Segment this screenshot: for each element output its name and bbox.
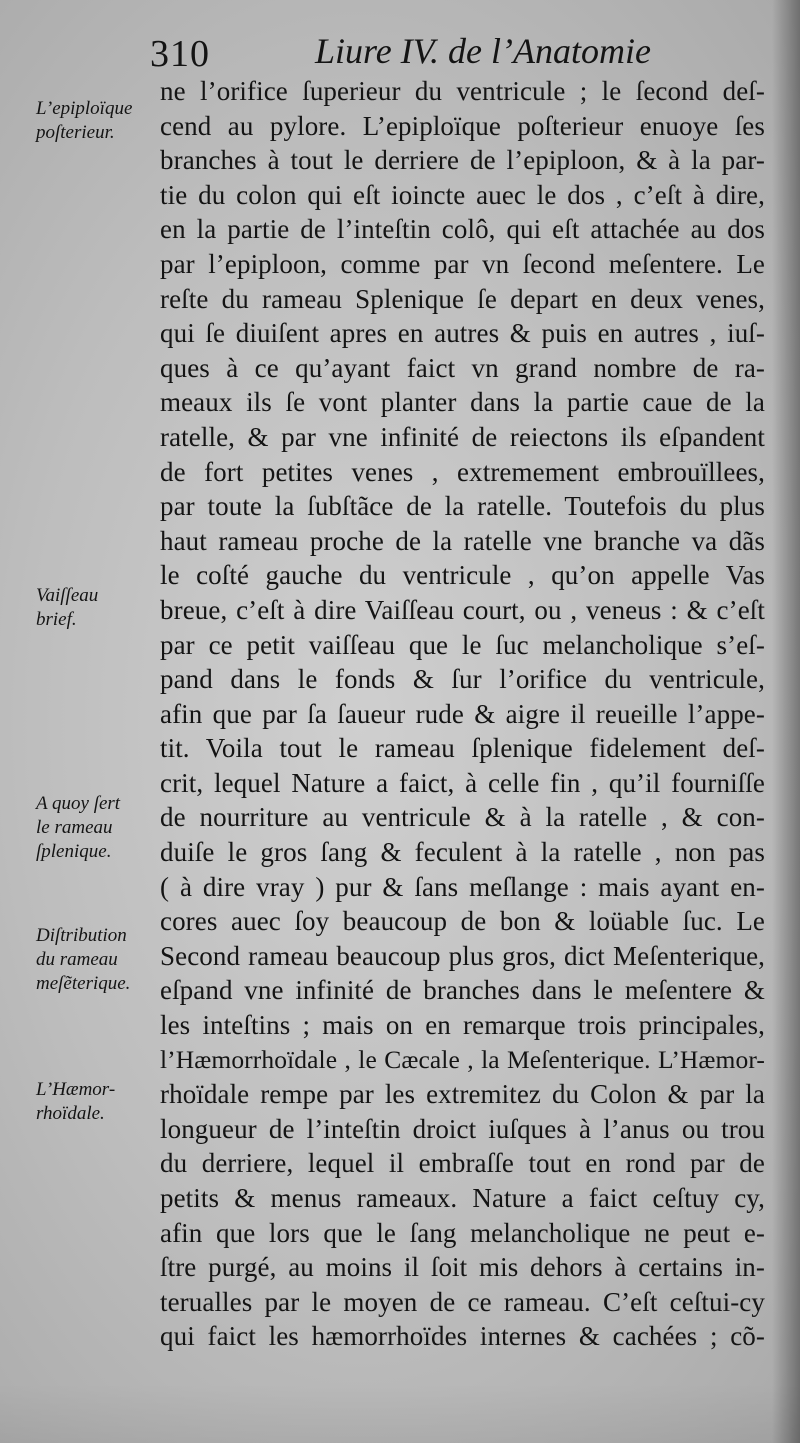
text-line: par toute la ſubſtãce de la ratelle. Toutefois du plus <box>160 491 765 522</box>
marginal-note-vaisseau-brief <box>36 584 164 632</box>
text-line: qui faict les hæmorrhoïdes internes & cachées ; cõ- <box>160 1321 765 1352</box>
text-line: ( à dire vray ) pur & ſans meſlange : mais ayant en- <box>160 871 765 902</box>
marginal-note-line: L’Hæmor- <box>36 1079 116 1100</box>
text-line: les inteſtins ; mais on en remarque trois principales, <box>160 1010 765 1041</box>
marginal-note-distribution <box>36 924 164 996</box>
text-line: tie du colon qui eſt ioincte auec le dos , c’eſt à dire, <box>160 179 765 210</box>
marginal-note-line: le rameau <box>36 817 113 838</box>
text-line: pand dans le fonds & ſur l’orifice du ventricule, <box>160 664 765 695</box>
text-line: en la partie de l’inteſtin colô, qui eſt attachée au dos <box>160 214 765 245</box>
text-line: ſtre purgé, au moins il ſoit mis dehors à certains in- <box>160 1252 765 1283</box>
page-number: 310 <box>150 33 210 75</box>
text-line: par ce petit vaiſſeau que le ſuc melancholique s’eſ- <box>160 629 765 660</box>
text-line: reſte du rameau Splenique ſe depart en deux venes, <box>160 283 765 314</box>
text-line: de fort petites venes , extremement embrouïllees, <box>160 456 765 487</box>
marginal-note-epiploique <box>36 97 164 145</box>
text-line: ques à ce qu’ayant faict vn grand nombre de ra- <box>160 352 765 383</box>
gutter-shadow <box>772 0 800 1443</box>
text-line: cend au pylore. L’epiploïque poſterieur enuoye ſes <box>160 110 765 141</box>
text-line: Second rameau beaucoup plus gros, dict Meſenterique, <box>160 940 765 971</box>
text-line: breue, c’eſt à dire Vaiſſeau court, ou , veneus : & c’eſt <box>160 594 765 625</box>
text-line: branches à tout le derriere de l’epiploon, & à la par- <box>160 145 765 176</box>
text-line: ratelle, & par vne infinité de reiectons ils eſpandent <box>160 421 765 452</box>
text-line: haut rameau proche de la ratelle vne branche va dãs <box>160 525 765 556</box>
text-line: cores auec ſoy beaucoup de bon & loüable ſuc. Le <box>160 906 765 937</box>
marginal-note-haemorrhoidale <box>36 1078 164 1126</box>
text-line: du derriere, lequel il embraſſe tout en rond par de <box>160 1148 765 1179</box>
main-text-block <box>160 74 765 1354</box>
text-line: par l’epiploon, comme par vn ſecond meſentere. Le <box>160 248 765 279</box>
marginal-note-line: poſterieur. <box>36 122 115 143</box>
marginal-note-line: Diſtribution <box>36 925 127 946</box>
text-line: afin que lors que le ſang melancholique ne peut e- <box>160 1217 765 1248</box>
marginal-note-line: A quoy ſert <box>36 793 121 814</box>
marginal-note-line: Vaiſſeau <box>36 585 99 606</box>
text-line: longueur de l’inteſtin droict iuſques à l’anus ou trou <box>160 1113 765 1144</box>
text-line: afin que par ſa ſaueur rude & aigre il reueille l’appe- <box>160 698 765 729</box>
text-line: qui ſe diuiſent apres en autres & puis en autres , iuſ- <box>160 318 765 349</box>
marginal-note-line: brief. <box>36 609 77 630</box>
marginal-note-line: L’epiploïque <box>36 98 133 119</box>
text-line: ne l’orifice ſuperieur du ventricule ; le ſecond deſ- <box>160 76 765 106</box>
text-line: crit, lequel Nature a faict, à celle fin , qu’il fourniſſe <box>160 767 765 798</box>
text-line: eſpand vne infinité de branches dans le meſentere & <box>160 975 765 1006</box>
text-line: tit. Voila tout le rameau ſplenique fidelement deſ- <box>160 733 765 764</box>
marginal-note-line: meſẽterique. <box>36 973 131 994</box>
text-line: le coſté gauche du ventricule , qu’on appelle Vas <box>160 560 765 591</box>
text-line: petits & menus rameaux. Nature a faict ceſtuy cy, <box>160 1183 765 1213</box>
page-header <box>150 30 760 80</box>
marginal-note-line: ſplenique. <box>36 841 112 862</box>
text-line: rhoïdale rempe par les extremitez du Colon & par la <box>160 1079 765 1110</box>
running-title: Liure IV. de l’Anatomie <box>315 31 651 71</box>
text-line: de nourriture au ventricule & à la ratelle , & con- <box>160 802 765 833</box>
text-line: duiſe le gros ſang & feculent à la ratelle , non pas <box>160 837 765 868</box>
marginal-note-line: rhoïdale. <box>36 1103 105 1124</box>
text-line: meaux ils ſe vont planter dans la partie caue de la <box>160 387 765 418</box>
bottom-shadow <box>0 1383 800 1443</box>
marginal-note-rameau-splenique <box>36 792 164 864</box>
text-line: l’Hæmorrhoïdale , le Cæcale , la Meſenterique. L’Hæmor- <box>160 1044 765 1074</box>
text-line: terualles par le moyen de ce rameau. C’eſt ceſtui-cy <box>160 1286 765 1317</box>
marginal-note-line: du rameau <box>36 949 118 970</box>
